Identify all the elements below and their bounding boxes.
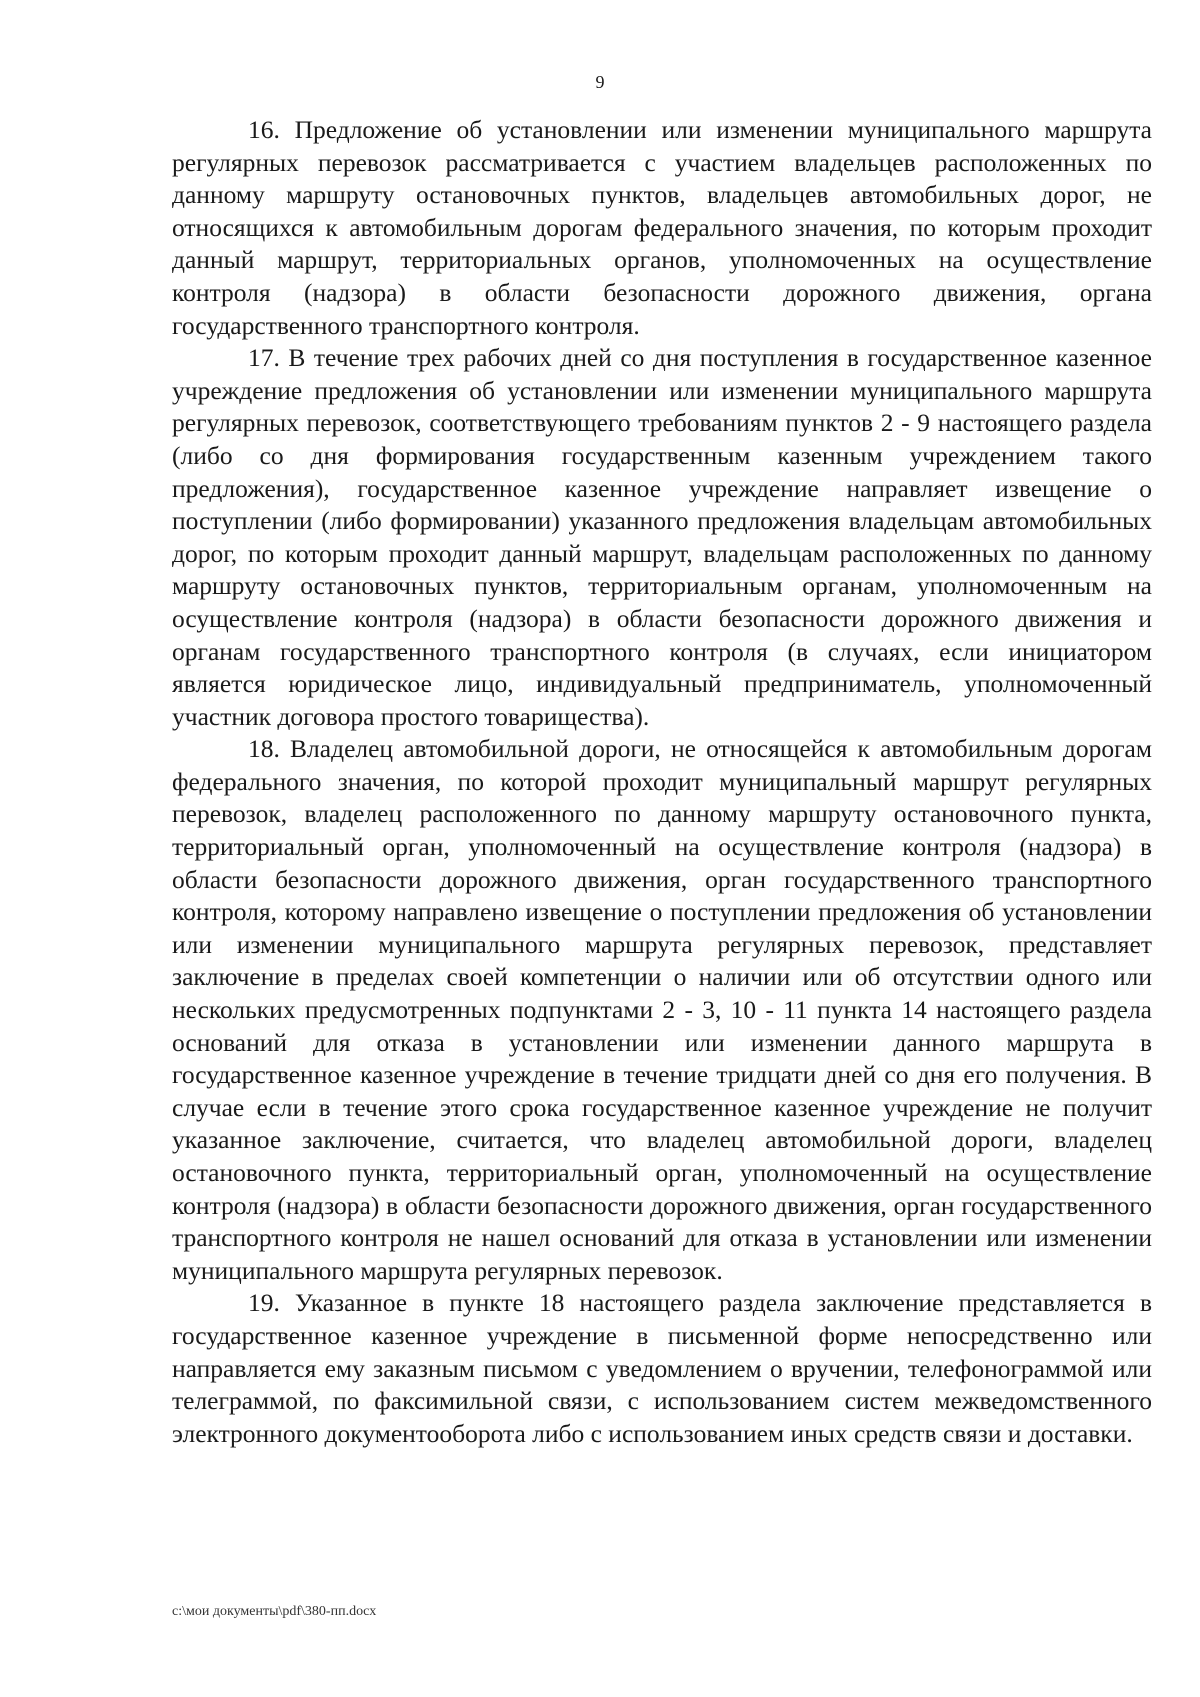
paragraph-19: 19. Указанное в пункте 18 настоящего раздела заключение представляется в государственное казенное учреждение в письменной форме непосредственно или направляется ему заказным письмом с уведомлением о вручении, телефонограммой или телеграммой, по факсимильной связи, с использованием систем межведомственного электронного документооборота либо с использованием иных средств связи и доставки. xyxy=(172,1288,1152,1448)
page-number: 9 xyxy=(595,72,605,92)
paragraph-16: 16. Предложение об установлении или изменении муниципального маршрута регулярных перевозок рассматривается с участием владельцев расположенных по данному маршруту остановочных пунктов, владельцев автомобильных дорог, не относящихся к автомобильным дорогам федерального значения, по которым проходит данный маршрут, территориальных органов, уполномоченных на осуществление контроля (надзора) в области безопасности дорожного движения, органа государственного транспортного контроля. xyxy=(172,115,1152,340)
paragraph-17: 17. В течение трех рабочих дней со дня поступления в государственное казенное учреждение предложения об установлении или изменении муниципального маршрута регулярных перевозок, соответствующего требованиям пунктов 2 - 9 настоящего раздела (либо со дня формирования государственным казенным учреждением такого предложения), государственное казенное учреждение направляет извещение о поступлении (либо формировании) указанного предложения владельцам автомобильных дорог, по которым проходит данный маршрут, владельцам расположенных по данному маршруту остановочных пунктов, территориальным органам, уполномоченным на осуществление контроля (надзора) в области безопасности дорожного движения и органам государственного транспортного контроля (в случаях, если инициатором является юридическое лицо, индивидуальный предприниматель, уполномоченный участник договора простого товарищества). xyxy=(172,343,1152,731)
footer-file-path: c:\мои документы\pdf\380-пп.docx xyxy=(172,1604,377,1619)
document-body xyxy=(172,114,1152,1450)
paragraph-18: 18. Владелец автомобильной дороги, не относящейся к автомобильным дорогам федерального значения, по которой проходит муниципальный маршрут регулярных перевозок, владелец расположенного по данному маршруту остановочного пункта, территориальный орган, уполномоченный на осуществление контроля (надзора) в области безопасности дорожного движения, орган государственного транспортного контроля, которому направлено извещение о поступлении предложения об установлении или изменении муниципального маршрута регулярных перевозок, представляет заключение в пределах своей компетенции о наличии или об отсутствии одного или нескольких предусмотренных подпунктами 2 - 3, 10 - 11 пункта 14 настоящего раздела оснований для отказа в установлении или изменении данного маршрута в государственное казенное учреждение в течение тридцати дней со дня его получения. В случае если в течение этого срока государственное казенное учреждение не получит указанное заключение, считается, что владелец автомобильной дороги, владелец остановочного пункта, территориальный орган, уполномоченный на осуществление контроля (надзора) в области безопасности дорожного движения, орган государственного транспортного контроля не нашел оснований для отказа в установлении или изменении муниципального маршрута регулярных перевозок. xyxy=(172,734,1152,1285)
